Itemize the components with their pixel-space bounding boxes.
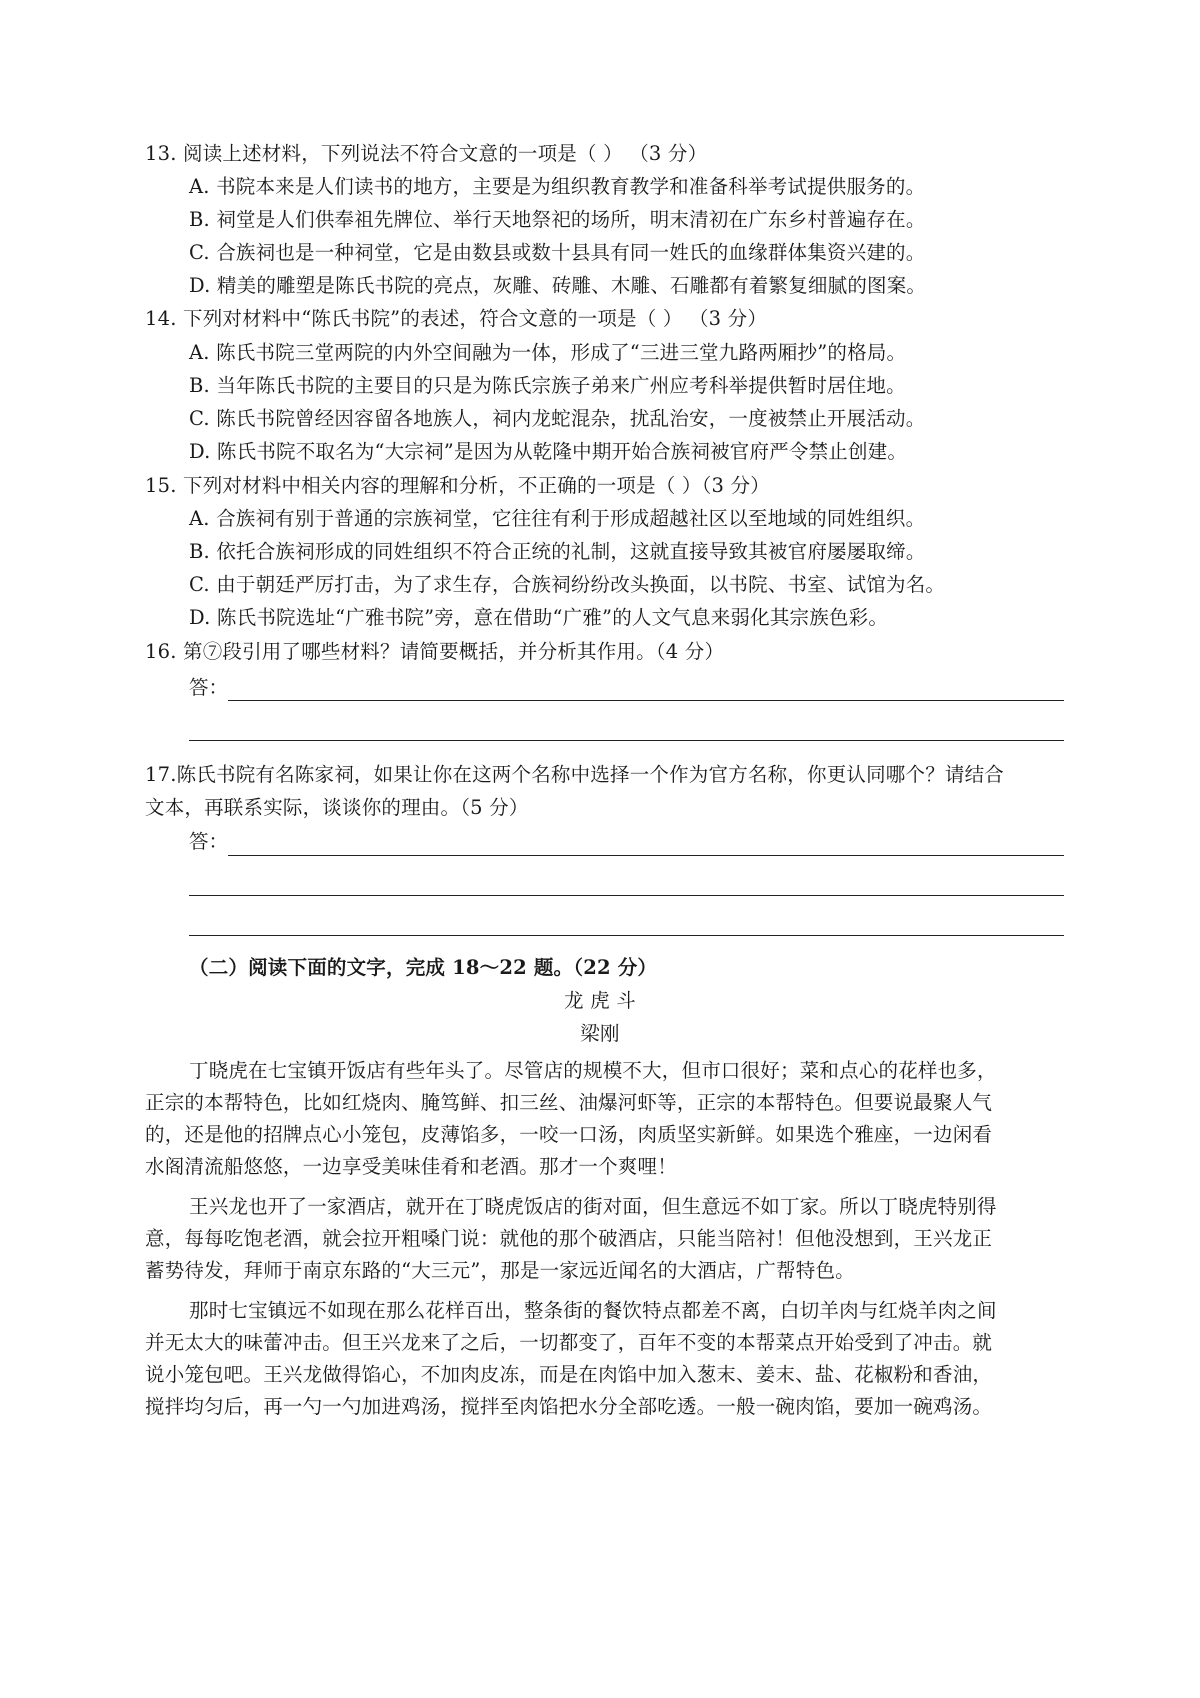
passage-p2-line-3: 蓄势待发，拜师于南京东路的“大三元”，那是一家远近闻名的大酒店，广帮特色。 [145,1259,855,1282]
question-15-option-c: C. 由于朝廷严厉打击，为了求生存，合族祠纷纷改头换面，以书院、书室、试馆为名。 [189,573,946,596]
passage-p3-line-3: 说小笼包吧。王兴龙做得馅心，不加肉皮冻，而是在肉馅中加入葱末、姜末、盐、花椒粉和香油， [145,1363,993,1386]
passage-p1-line-2: 正宗的本帮特色，比如红烧肉、腌笃鲜、扣三丝、油爆河虾等，正宗的本帮特色。但要说最聚人气 [145,1091,993,1114]
passage-title: 龙 虎 斗 [564,989,636,1012]
question-14-option-d: D. 陈氏书院不取名为“大宗祠”是因为从乾隆中期开始合族祠被官府严令禁止创建。 [189,440,908,463]
passage-p3-line-1: 那时七宝镇远不如现在那么花样百出，整条街的餐饮特点都差不离，白切羊肉与红烧羊肉之间 [189,1299,997,1322]
question-17-answer-line-2[interactable] [189,895,1064,896]
question-13-option-c: C. 合族祠也是一种祠堂，它是由数县或数十县具有同一姓氏的血缘群体集资兴建的。 [189,241,926,264]
question-15-option-b: B. 依托合族祠形成的同姓组织不符合正统的礼制，这就直接导致其被官府屡屡取缔。 [189,540,926,563]
passage-p1-line-1: 丁晓虎在七宝镇开饭店有些年头了。尽管店的规模不大，但市口很好；菜和点心的花样也多， [189,1059,997,1082]
question-17-stem-line-2: 文本，再联系实际，谈谈你的理由。（5 分） [145,796,529,819]
question-17-stem-line-1: 17.陈氏书院有名陈家祠，如果让你在这两个名称中选择一个作为官方名称，你更认同哪个？请结合 [145,763,1005,786]
section-2-heading: （二）阅读下面的文字，完成 18～22 题。（22 分） [189,956,658,979]
question-14-option-a: A. 陈氏书院三堂两院的内外空间融为一体，形成了“三进三堂九路两厢抄”的格局。 [189,341,907,364]
passage-author: 梁刚 [580,1022,620,1045]
question-16-stem: 16. 第⑦段引用了哪些材料？请简要概括，并分析其作用。（4 分） [145,640,725,663]
passage-p3-line-4: 搅拌均匀后，再一勺一勺加进鸡汤，搅拌至肉馅把水分全部吃透。一般一碗肉馅，要加一碗鸡汤。 [145,1395,993,1418]
question-13-option-a: A. 书院本来是人们读书的地方，主要是为组织教育教学和准备科举考试提供服务的。 [189,175,926,198]
question-13-option-b: B. 祠堂是人们供奉祖先牌位、举行天地祭祀的场所，明末清初在广东乡村普遍存在。 [189,208,926,231]
question-15-stem: 15. 下列对材料中相关内容的理解和分析，不正确的一项是（ ）（3 分） [145,474,770,497]
question-14-stem: 14. 下列对材料中“陈氏书院”的表述，符合文意的一项是（ ） （3 分） [145,307,768,330]
question-13-option-d: D. 精美的雕塑是陈氏书院的亮点，灰雕、砖雕、木雕、石雕都有着繁复细腻的图案。 [189,274,927,297]
question-16-answer-line-1[interactable] [228,700,1064,701]
question-14-option-b: B. 当年陈氏书院的主要目的只是为陈氏宗族子弟来广州应考科举提供暂时居住地。 [189,374,906,397]
question-15-option-d: D. 陈氏书院选址“广雅书院”旁，意在借助“广雅”的人文气息来弱化其宗族色彩。 [189,606,889,629]
question-13-stem: 13. 阅读上述材料，下列说法不符合文意的一项是（ ） （3 分） [145,142,708,165]
passage-p2-line-1: 王兴龙也开了一家酒店，就开在丁晓虎饭店的街对面，但生意远不如丁家。所以丁晓虎特别得 [189,1195,997,1218]
passage-p1-line-4: 水阁清流船悠悠，一边享受美味佳肴和老酒。那才一个爽哩！ [145,1155,677,1178]
question-16-answer-line-2[interactable] [189,740,1064,741]
question-17-answer-label: 答： [189,830,229,853]
question-17-answer-line-1[interactable] [228,855,1064,856]
question-17-answer-line-3[interactable] [189,935,1064,936]
passage-p3-line-2: 并无太大的味蕾冲击。但王兴龙来了之后，一切都变了，百年不变的本帮菜点开始受到了冲击。就 [145,1331,993,1354]
question-15-option-a: A. 合族祠有别于普通的宗族祠堂，它往往有利于形成超越社区以至地域的同姓组织。 [189,507,926,530]
question-14-option-c: C. 陈氏书院曾经因容留各地族人，祠内龙蛇混杂，扰乱治安，一度被禁止开展活动。 [189,407,926,430]
passage-p2-line-2: 意，每每吃饱老酒，就会拉开粗嗓门说：就他的那个破酒店，只能当陪衬！但他没想到，王兴龙正 [145,1227,993,1250]
passage-p1-line-3: 的，还是他的招牌点心小笼包，皮薄馅多，一咬一口汤，肉质坚实新鲜。如果选个雅座，一边闲看 [145,1123,993,1146]
question-16-answer-label: 答： [189,676,229,699]
